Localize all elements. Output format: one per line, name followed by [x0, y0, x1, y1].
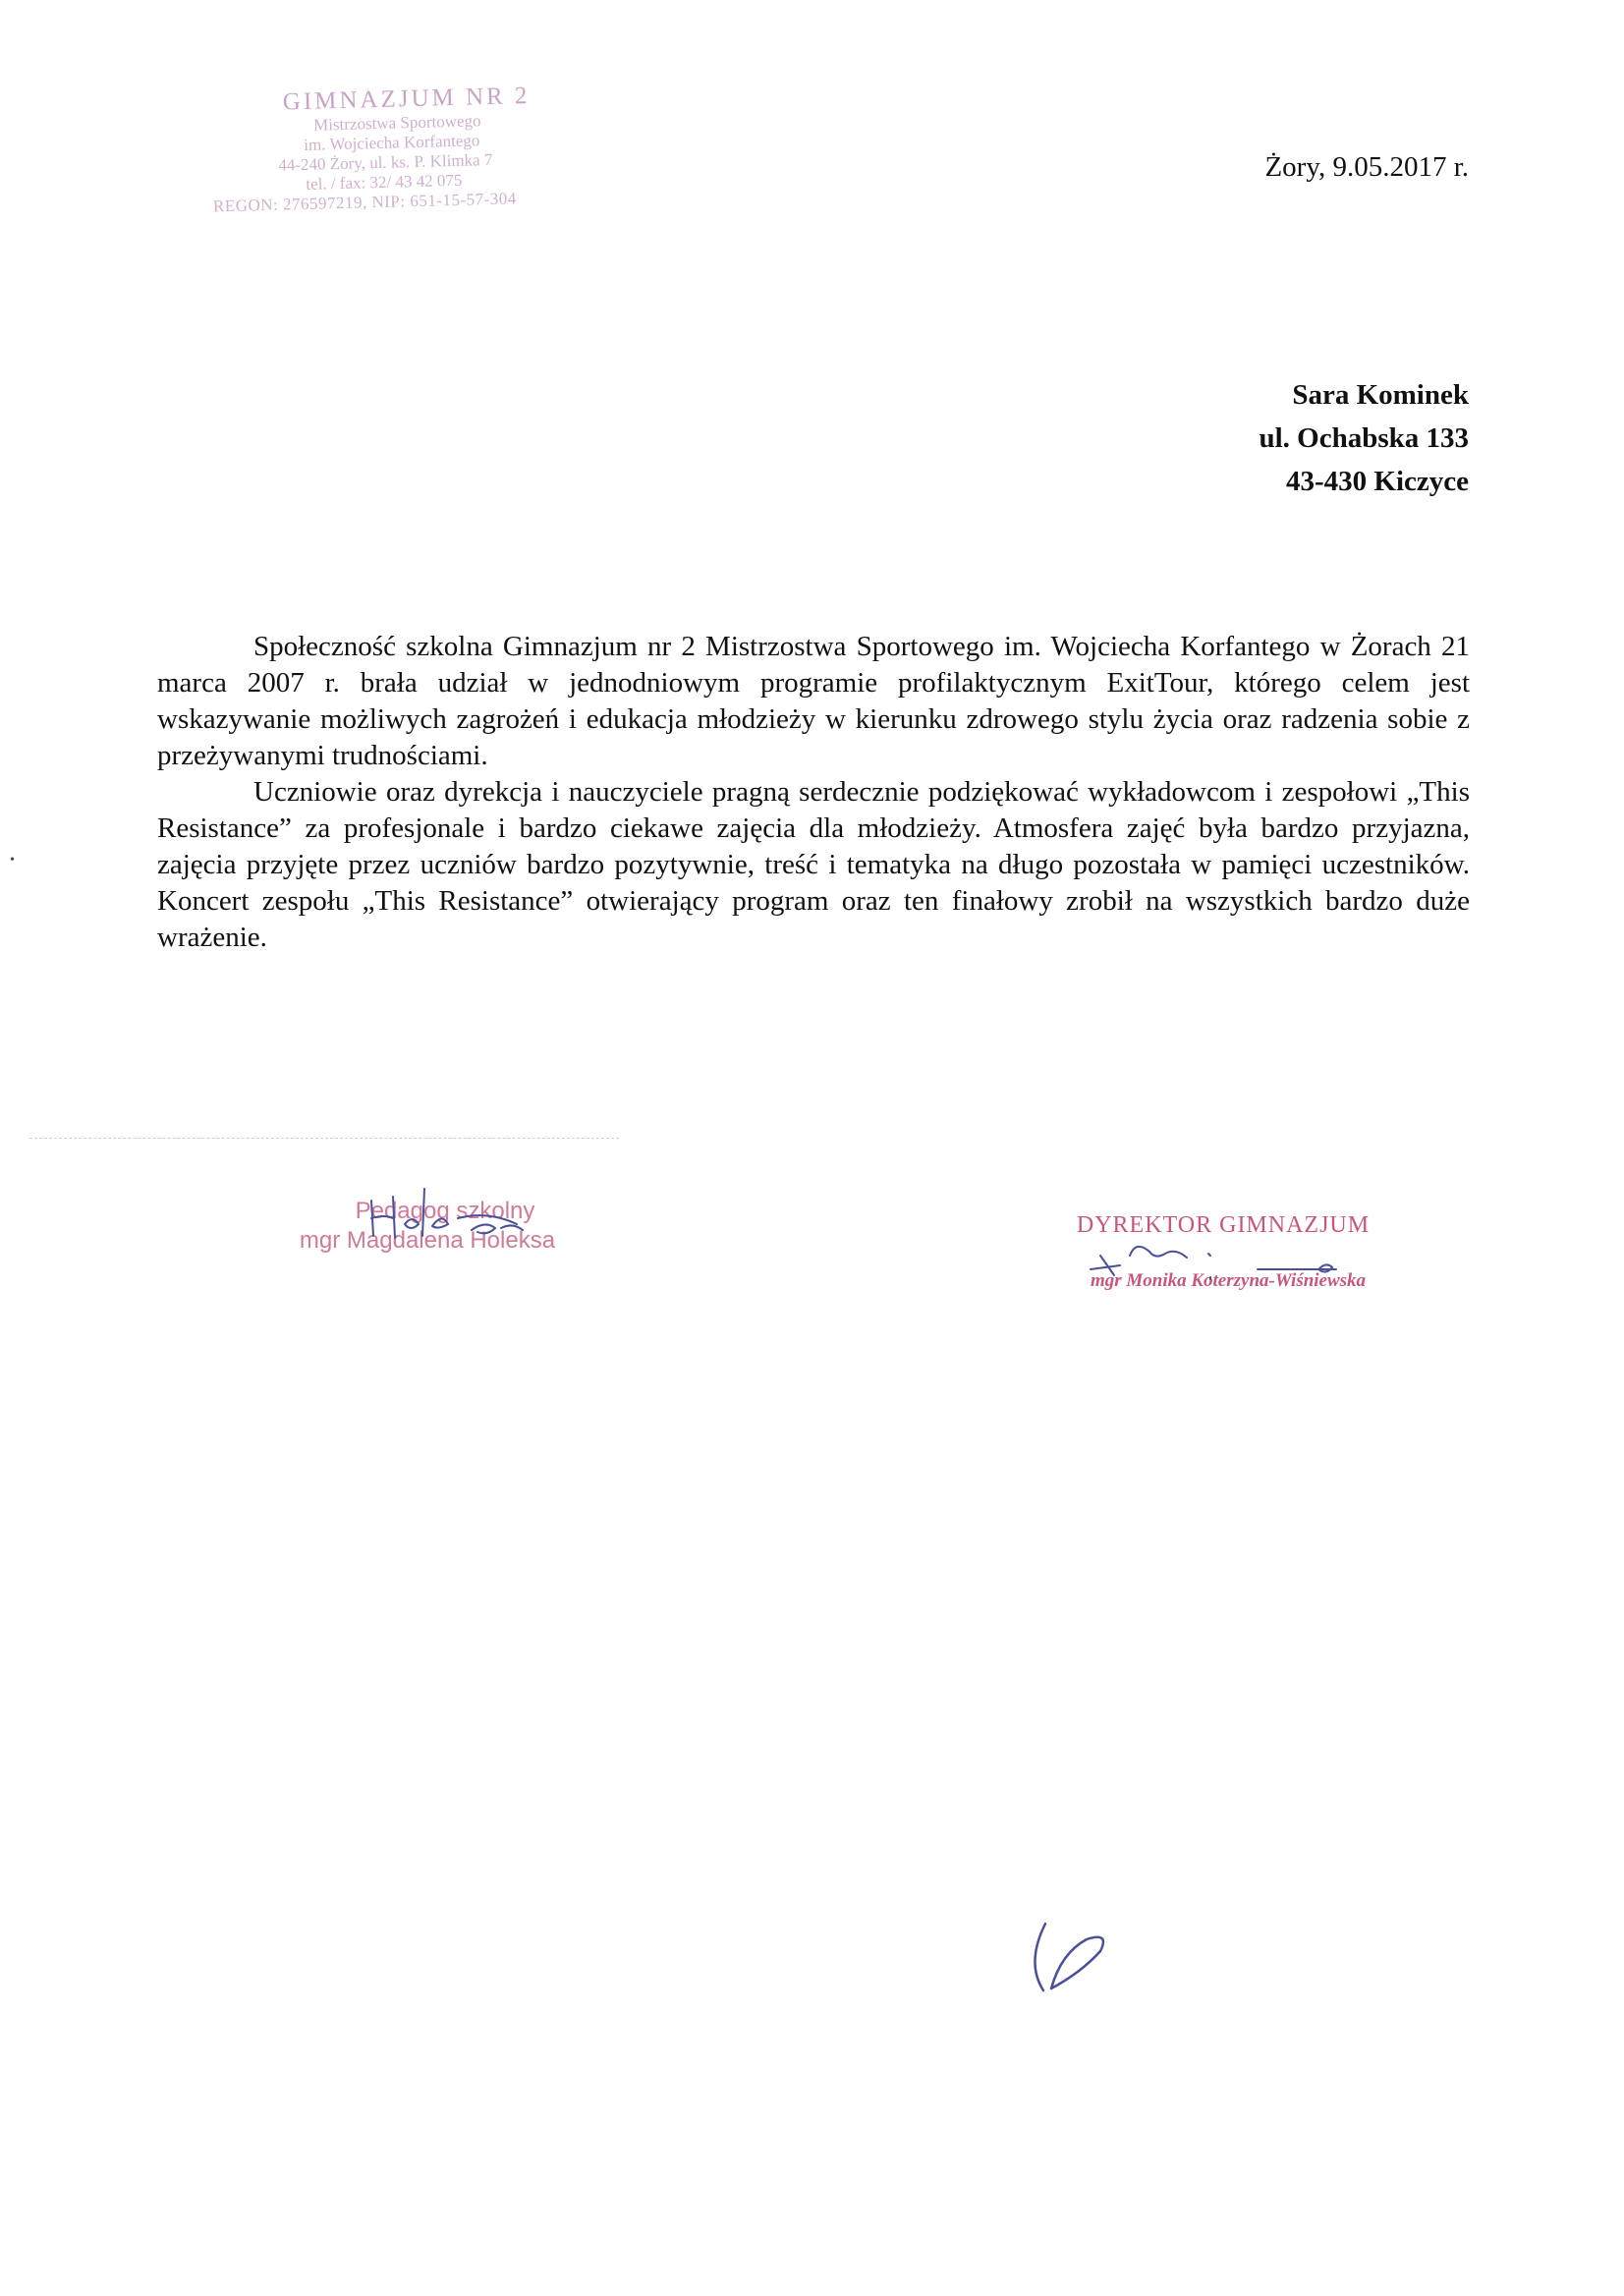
pedagog-role: Pedagog szkolny — [355, 1198, 535, 1224]
divider — [29, 1138, 619, 1139]
school-stamp — [160, 81, 595, 217]
recipient-city: 43-430 Kiczyce — [1285, 466, 1469, 497]
recipient-name: Sara Kominek — [1292, 379, 1469, 411]
pedagog-name: mgr Magdalena Holeksa — [299, 1227, 556, 1254]
stamp-line: 44-240 Żory, ul. ks. P. Klimka 7 — [278, 149, 493, 175]
director-role: DYREKTOR GIMNAZJUM — [1076, 1212, 1371, 1238]
recipient-street: ul. Ochabska 133 — [1259, 422, 1469, 454]
stamp-line: REGON: 276597219, NIP: 651-15-57-304 — [212, 189, 518, 216]
letter-body — [157, 629, 1470, 956]
stamp-line: im. Wojciecha Korfantego — [304, 131, 480, 154]
letter-date: Żory, 9.05.2017 r. — [1264, 151, 1469, 183]
stamp-line: Mistrzostwa Sportowego — [312, 111, 481, 135]
pedagog-signature — [364, 1179, 560, 1248]
body-paragraph: Uczniowie oraz dyrekcja i nauczyciele pragną serdecznie podziękować wykładowcom i zespołowi „This Resistance” za profesjonale i bardzo ciekawe zajęcia dla młodzieży. Atmosfera zajęć była bardzo przyjazna, zajęcia przyjęte przez uczniów bardzo pozytywnie, treść i tematyka na długo pozostała w pamięci uczestników. Koncert zespołu „This Resistance” otwierający program oraz ten finałowy zrobił na wszystkich bardzo duże wrażenie. — [157, 776, 1470, 953]
recipient-address — [1259, 373, 1469, 503]
stamp-line: tel. / fax: 32/ 43 42 075 — [306, 170, 463, 194]
director-name: mgr Monika Koterzyna-Wiśniewska — [1090, 1270, 1367, 1291]
scan-mark: • — [10, 853, 15, 868]
director-signature — [1061, 1226, 1375, 1295]
stamp-title: GIMNAZJUM NR 2 — [282, 82, 531, 116]
handwritten-number — [1022, 1914, 1130, 2007]
body-paragraph: Społeczność szkolna Gimnazjum nr 2 Mistrzostwa Sportowego im. Wojciecha Korfantego w Żorach 21 marca 2007 r. brała udział w jednodniowym programie profilaktycznym ExitTour, którego celem jest wskazywanie możliwych zagrożeń i edukacja młodzieży w kierunku zdrowego stylu życia oraz radzenia sobie z przeżywanymi trudnościami. — [157, 631, 1470, 771]
